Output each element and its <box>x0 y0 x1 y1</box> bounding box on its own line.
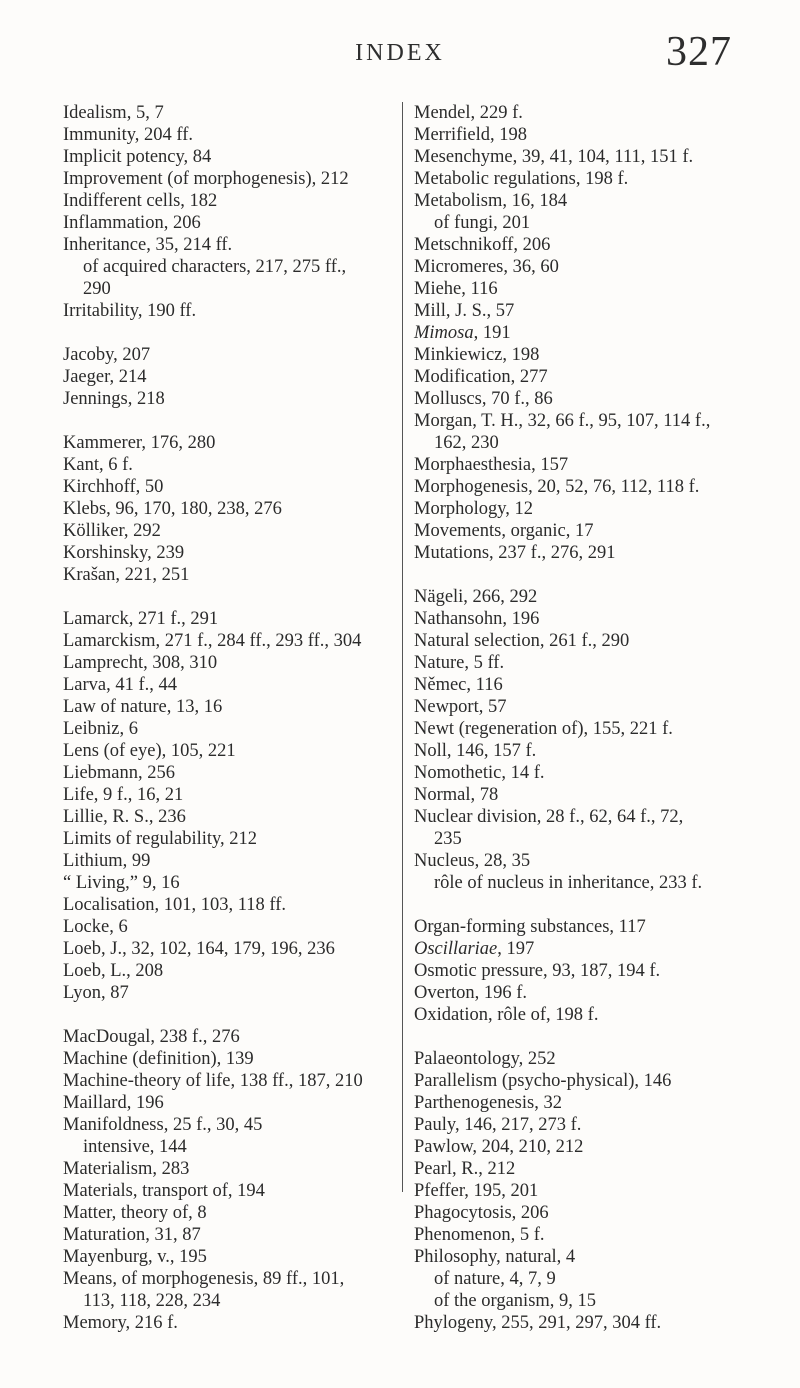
index-subentry: of fungi, 201 <box>434 213 531 233</box>
index-entry: Osmotic pressure, 93, 187, 194 f. <box>414 961 661 981</box>
index-entry: Kant, 6 f. <box>63 455 133 475</box>
index-entry: Inheritance, 35, 214 ff. <box>63 235 233 255</box>
index-entry: Morphogenesis, 20, 52, 76, 112, 118 f. <box>414 477 700 497</box>
index-entry: Miehe, 116 <box>414 279 498 299</box>
index-entry: Jennings, 218 <box>63 389 165 409</box>
column-divider <box>402 102 403 1192</box>
index-subentry: 235 <box>434 829 462 849</box>
index-entry: Natural selection, 261 f., 290 <box>414 631 630 651</box>
index-entry: Jacoby, 207 <box>63 345 151 365</box>
index-entry: Means, of morphogenesis, 89 ff., 101, <box>63 1269 345 1289</box>
index-subentry: rôle of nucleus in inheritance, 233 f. <box>434 873 703 893</box>
index-column-left <box>63 102 399 1334</box>
index-entry: Locke, 6 <box>63 917 128 937</box>
index-entry: Immunity, 204 ff. <box>63 125 194 145</box>
index-entry: Memory, 216 f. <box>63 1313 178 1333</box>
index-entry: Lamarck, 271 f., 291 <box>63 609 219 629</box>
index-subentry: 290 <box>83 279 111 299</box>
index-entry: Klebs, 96, 170, 180, 238, 276 <box>63 499 282 519</box>
index-entry: Indifferent cells, 182 <box>63 191 218 211</box>
index-entry: Morgan, T. H., 32, 66 f., 95, 107, 114 f., <box>414 411 711 431</box>
index-entry: Parthenogenesis, 32 <box>414 1093 562 1113</box>
index-entry: Noll, 146, 157 f. <box>414 741 537 761</box>
index-entry-italic-term: Oscillariae <box>414 939 498 959</box>
index-entry: Liebmann, 256 <box>63 763 176 783</box>
index-entry-pages: , 197 <box>497 939 535 959</box>
index-entry: Lens (of eye), 105, 221 <box>63 741 236 761</box>
index-entry: Newport, 57 <box>414 697 507 717</box>
index-entry: Modification, 277 <box>414 367 548 387</box>
index-entry: Kammerer, 176, 280 <box>63 433 216 453</box>
index-entry: Inflammation, 206 <box>63 213 201 233</box>
index-entry: Lyon, 87 <box>63 983 129 1003</box>
index-entry: Leibniz, 6 <box>63 719 139 739</box>
index-entry: Minkiewicz, 198 <box>414 345 540 365</box>
index-entry: Lamarckism, 271 f., 284 ff., 293 ff., 304 <box>63 631 362 651</box>
index-entry: Nature, 5 ff. <box>414 653 505 673</box>
index-entry: Merrifield, 198 <box>414 125 528 145</box>
index-column-right <box>406 102 760 1334</box>
index-entry <box>414 322 760 344</box>
index-entry: Nathansohn, 196 <box>414 609 540 629</box>
index-entry: Loeb, J., 32, 102, 164, 179, 196, 236 <box>63 939 335 959</box>
index-entry: Pearl, R., 212 <box>414 1159 516 1179</box>
index-entry: Korshinsky, 239 <box>63 543 185 563</box>
index-entry: Law of nature, 13, 16 <box>63 697 223 717</box>
index-entry: Nucleus, 28, 35 <box>414 851 531 871</box>
index-entry: Pfeffer, 195, 201 <box>414 1181 539 1201</box>
index-entry: Palaeontology, 252 <box>414 1049 556 1069</box>
index-entry: Limits of regulability, 212 <box>63 829 258 849</box>
index-entry: Oxidation, rôle of, 198 f. <box>414 1005 599 1025</box>
index-entry: Pawlow, 204, 210, 212 <box>414 1137 584 1157</box>
index-entry: Phagocytosis, 206 <box>414 1203 549 1223</box>
index-entry: Nuclear division, 28 f., 62, 64 f., 72, <box>414 807 684 827</box>
index-entry: Improvement (of morphogenesis), 212 <box>63 169 349 189</box>
index-entry: Life, 9 f., 16, 21 <box>63 785 184 805</box>
index-entry: Phylogeny, 255, 291, 297, 304 ff. <box>414 1313 662 1333</box>
index-entry: Nägeli, 266, 292 <box>414 587 538 607</box>
index-entry-italic-term: Mimosa <box>414 323 474 343</box>
index-entry: Implicit potency, 84 <box>63 147 212 167</box>
index-entry: Morphaesthesia, 157 <box>414 455 569 475</box>
index-entry: Mutations, 237 f., 276, 291 <box>414 543 616 563</box>
index-entry: Materials, transport of, 194 <box>63 1181 265 1201</box>
index-entry: Machine-theory of life, 138 ff., 187, 210 <box>63 1071 363 1091</box>
index-entry: Irritability, 190 ff. <box>63 301 197 321</box>
index-entry-pages: , 191 <box>473 323 511 343</box>
index-entry: Kirchhoff, 50 <box>63 477 164 497</box>
index-entry: Němec, 116 <box>414 675 503 695</box>
index-entry: Movements, organic, 17 <box>414 521 594 541</box>
index-entry: “ Living,” 9, 16 <box>63 873 180 893</box>
index-subentry: of the organism, 9, 15 <box>434 1291 597 1311</box>
index-entry: Loeb, L., 208 <box>63 961 164 981</box>
index-entry: Normal, 78 <box>414 785 499 805</box>
index-entry: Jaeger, 214 <box>63 367 147 387</box>
index-entry: Metabolism, 16, 184 <box>414 191 568 211</box>
index-entry: Organ-forming substances, 117 <box>414 917 646 937</box>
index-entry: Mayenburg, v., 195 <box>63 1247 207 1267</box>
index-entry: Lithium, 99 <box>63 851 151 871</box>
index-entry: Morphology, 12 <box>414 499 534 519</box>
index-entry: Krašan, 221, 251 <box>63 565 190 585</box>
index-entry: Metschnikoff, 206 <box>414 235 551 255</box>
index-entry: Larva, 41 f., 44 <box>63 675 178 695</box>
index-entry: Micromeres, 36, 60 <box>414 257 559 277</box>
index-entry: Lillie, R. S., 236 <box>63 807 186 827</box>
page-number: 327 <box>666 29 732 75</box>
index-entry <box>414 938 760 960</box>
index-entry: Localisation, 101, 103, 118 ff. <box>63 895 286 915</box>
index-entry: Mendel, 229 f. <box>414 103 523 123</box>
index-entry: Overton, 196 f. <box>414 983 528 1003</box>
index-entry: Mill, J. S., 57 <box>414 301 515 321</box>
index-subentry: 113, 118, 228, 234 <box>83 1291 221 1311</box>
index-entry: Nomothetic, 14 f. <box>414 763 545 783</box>
index-entry: Mesenchyme, 39, 41, 104, 111, 151 f. <box>414 147 694 167</box>
index-entry: Idealism, 5, 7 <box>63 103 164 123</box>
page-header <box>0 29 800 82</box>
index-subentry: 162, 230 <box>434 433 499 453</box>
index-entry: Maillard, 196 <box>63 1093 164 1113</box>
index-entry: Parallelism (psycho-physical), 146 <box>414 1071 672 1091</box>
index-subentry: of nature, 4, 7, 9 <box>434 1269 556 1289</box>
index-entry: Materialism, 283 <box>63 1159 190 1179</box>
index-entry: Matter, theory of, 8 <box>63 1203 207 1223</box>
index-entry: Machine (definition), 139 <box>63 1049 254 1069</box>
index-subentry: of acquired characters, 217, 275 ff., <box>83 257 347 277</box>
index-entry: Maturation, 31, 87 <box>63 1225 201 1245</box>
index-entry: Phenomenon, 5 f. <box>414 1225 545 1245</box>
index-entry: Molluscs, 70 f., 86 <box>414 389 553 409</box>
index-entry: Manifoldness, 25 f., 30, 45 <box>63 1115 263 1135</box>
page-title: INDEX <box>355 40 445 66</box>
index-entry: Philosophy, natural, 4 <box>414 1247 576 1267</box>
index-entry: Lamprecht, 308, 310 <box>63 653 218 673</box>
index-entry: MacDougal, 238 f., 276 <box>63 1027 240 1047</box>
index-entry: Metabolic regulations, 198 f. <box>414 169 629 189</box>
index-entry: Kölliker, 292 <box>63 521 161 541</box>
index-entry: Newt (regeneration of), 155, 221 f. <box>414 719 673 739</box>
index-subentry: intensive, 144 <box>83 1137 187 1157</box>
index-entry: Pauly, 146, 217, 273 f. <box>414 1115 582 1135</box>
